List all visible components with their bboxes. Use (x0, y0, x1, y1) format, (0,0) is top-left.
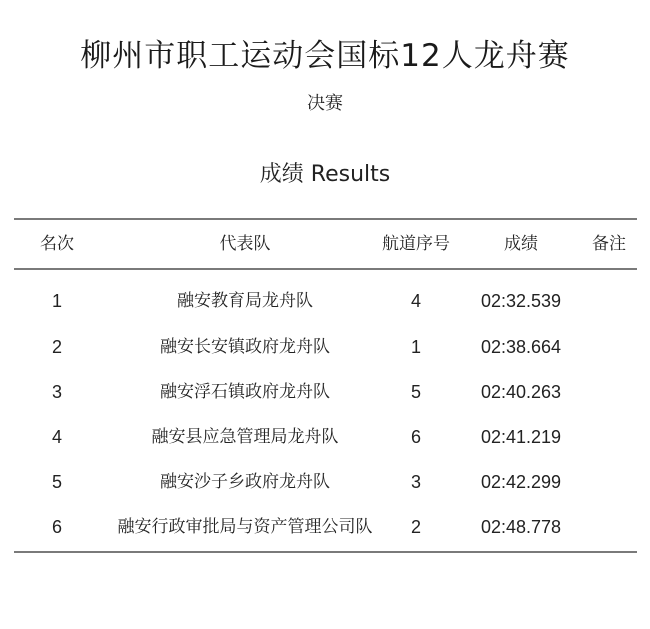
cell-team: 融安浮石镇政府龙舟队 (160, 382, 330, 402)
table-row (14, 286, 637, 316)
column-header-time: 成绩 (504, 234, 538, 254)
cell-team: 融安行政审批局与资产管理公司队 (117, 517, 373, 537)
table-row (14, 512, 637, 542)
cell-time: 02:41.219 (480, 427, 562, 447)
page-subtitle: 决赛 (307, 93, 343, 114)
cell-team: 融安教育局龙舟队 (177, 291, 313, 311)
cell-team: 融安县应急管理局龙舟队 (151, 427, 339, 447)
cell-lane: 3 (410, 472, 421, 492)
cell-lane: 2 (410, 517, 421, 537)
table-row (14, 467, 637, 497)
cell-time: 02:38.664 (480, 337, 562, 357)
cell-rank: 4 (51, 427, 62, 447)
cell-time: 02:40.263 (480, 382, 562, 402)
cell-lane: 6 (410, 427, 421, 447)
cell-rank: 5 (51, 472, 62, 492)
cell-lane: 4 (410, 291, 421, 311)
page-title: 柳州市职工运动会国标12人龙舟赛 (80, 38, 570, 74)
cell-team: 融安沙子乡政府龙舟队 (160, 472, 330, 492)
table-row (14, 377, 637, 407)
table-bottom-rule (14, 551, 637, 553)
cell-time: 02:32.539 (480, 291, 562, 311)
cell-rank: 3 (51, 382, 62, 402)
cell-team: 融安长安镇政府龙舟队 (160, 337, 330, 357)
cell-rank: 2 (51, 337, 62, 357)
cell-rank: 6 (51, 517, 62, 537)
table-top-rule (14, 218, 637, 220)
results-heading: 成绩 Results (259, 162, 391, 187)
cell-time: 02:42.299 (480, 472, 562, 492)
table-row (14, 422, 637, 452)
cell-rank: 1 (51, 291, 62, 311)
table-row (14, 332, 637, 362)
table-header-row (14, 228, 637, 260)
cell-lane: 5 (410, 382, 421, 402)
cell-lane: 1 (410, 337, 421, 357)
column-header-team: 代表队 (219, 234, 271, 254)
table-header-rule (14, 268, 637, 270)
column-header-rank: 名次 (40, 234, 74, 254)
cell-time: 02:48.778 (480, 517, 562, 537)
column-header-note: 备注 (592, 234, 626, 254)
column-header-lane: 航道序号 (382, 234, 450, 254)
